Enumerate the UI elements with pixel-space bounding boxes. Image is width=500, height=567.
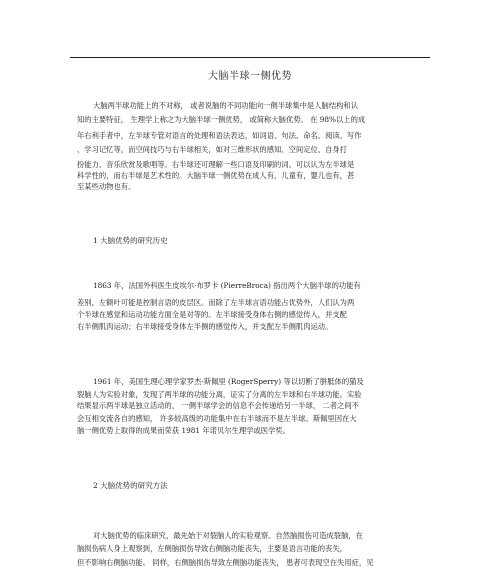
intro-line-3: 年右利手者中，左半球专管对语言的处理和语法表达，如词语、句法、命名、阅读、写作 — [77, 131, 362, 140]
intro-line-4: 、学习记忆等，而空间技巧与右半球相关，如对三维形状的感知、空间定位、自身打 — [77, 145, 347, 154]
intro-line-6: 科学性的，而右半球是艺术性的。大脑半球一侧优势在成人有，儿童有，婴儿也有，甚 — [77, 171, 355, 180]
history-1863-line-4: 右半侧肌肉运动；右半球接受身体左半侧的感觉传入，并支配左半侧肌肉运动。 — [77, 322, 333, 331]
methods-line-3: 但不影响右侧脑功能。 同样，右侧脑损伤导致左侧脑功能丧失， 患者可表现空在失用症，见 — [77, 558, 374, 567]
intro-line-2: 知的主要特征， 生理学上称之为大脑半球一侧优势， 或简称大脑优势。 在 98%以上的成 — [77, 115, 366, 124]
intro-line-7: 至某些动物也有。 — [77, 182, 136, 191]
history-1863-line-1: 1863 年，法国外科医生皮埃尔·布罗卡 (PierreBroca) 指出两个大脑半球的功能有 — [93, 281, 361, 290]
document-title: 大脑半球一侧优势 — [208, 71, 292, 82]
intro-line-5: 扮能力、音乐欣赏及歌唱等。右半球还可理解一些口语及印刷的词。可以认为左半球是 — [77, 160, 355, 169]
history-1961-line-1: 1961 年，美国生理心理学家罗杰·斯佩里 (RogerSperry) 等以切断了胼胝体的猫及 — [93, 377, 364, 386]
history-1961-line-5: 脑一侧优势上取得的成果而荣获 1981 年诺贝尔生理学或医学奖。 — [77, 426, 290, 435]
methods-line-2: 脑损伤病人身上观察到，左侧脑损伤导致右侧脑功能丧失，主要是语言功能的丧失， — [77, 544, 347, 553]
history-1961-line-2: 裂脑人为实验对象，发现了两半球的功能分离，证实了分离的左半球和右半球功能。实验 — [77, 390, 362, 399]
history-1863-line-2: 差别，左额叶可能是控制言语的皮层区。而除了左半球言语功能占优势外，人们认为两 — [77, 298, 355, 307]
history-1961-line-4: 会互相交流各自的感知， 许多较高级的功能集中在右半球而不是左半球。斯佩里因在大 — [77, 414, 357, 423]
section-heading-methods: 2 大脑优势的研究方法 — [93, 481, 168, 490]
history-1863-line-3: 个半球在感觉和运动功能方面全是对等的。左半球接受身体右侧的感觉传入，并支配 — [77, 310, 347, 319]
header-rule — [70, 57, 430, 58]
section-heading-history: 1 大脑优势的研究历史 — [93, 236, 168, 245]
intro-line-1: 大脑两半球功能上的不对称， 或者说脑的不同功能向一侧半球集中是人脑结构和认 — [93, 101, 359, 110]
methods-line-1: 对大脑优势的临床研究，最先始于对裂脑人的实验观察。自然脑损伤可造成裂脑，在 — [93, 531, 363, 540]
history-1961-line-3: 结果显示两半球是独立活动的， 一侧半球学会的信息不会传递给另一半球， 二者之间不 — [77, 401, 359, 410]
